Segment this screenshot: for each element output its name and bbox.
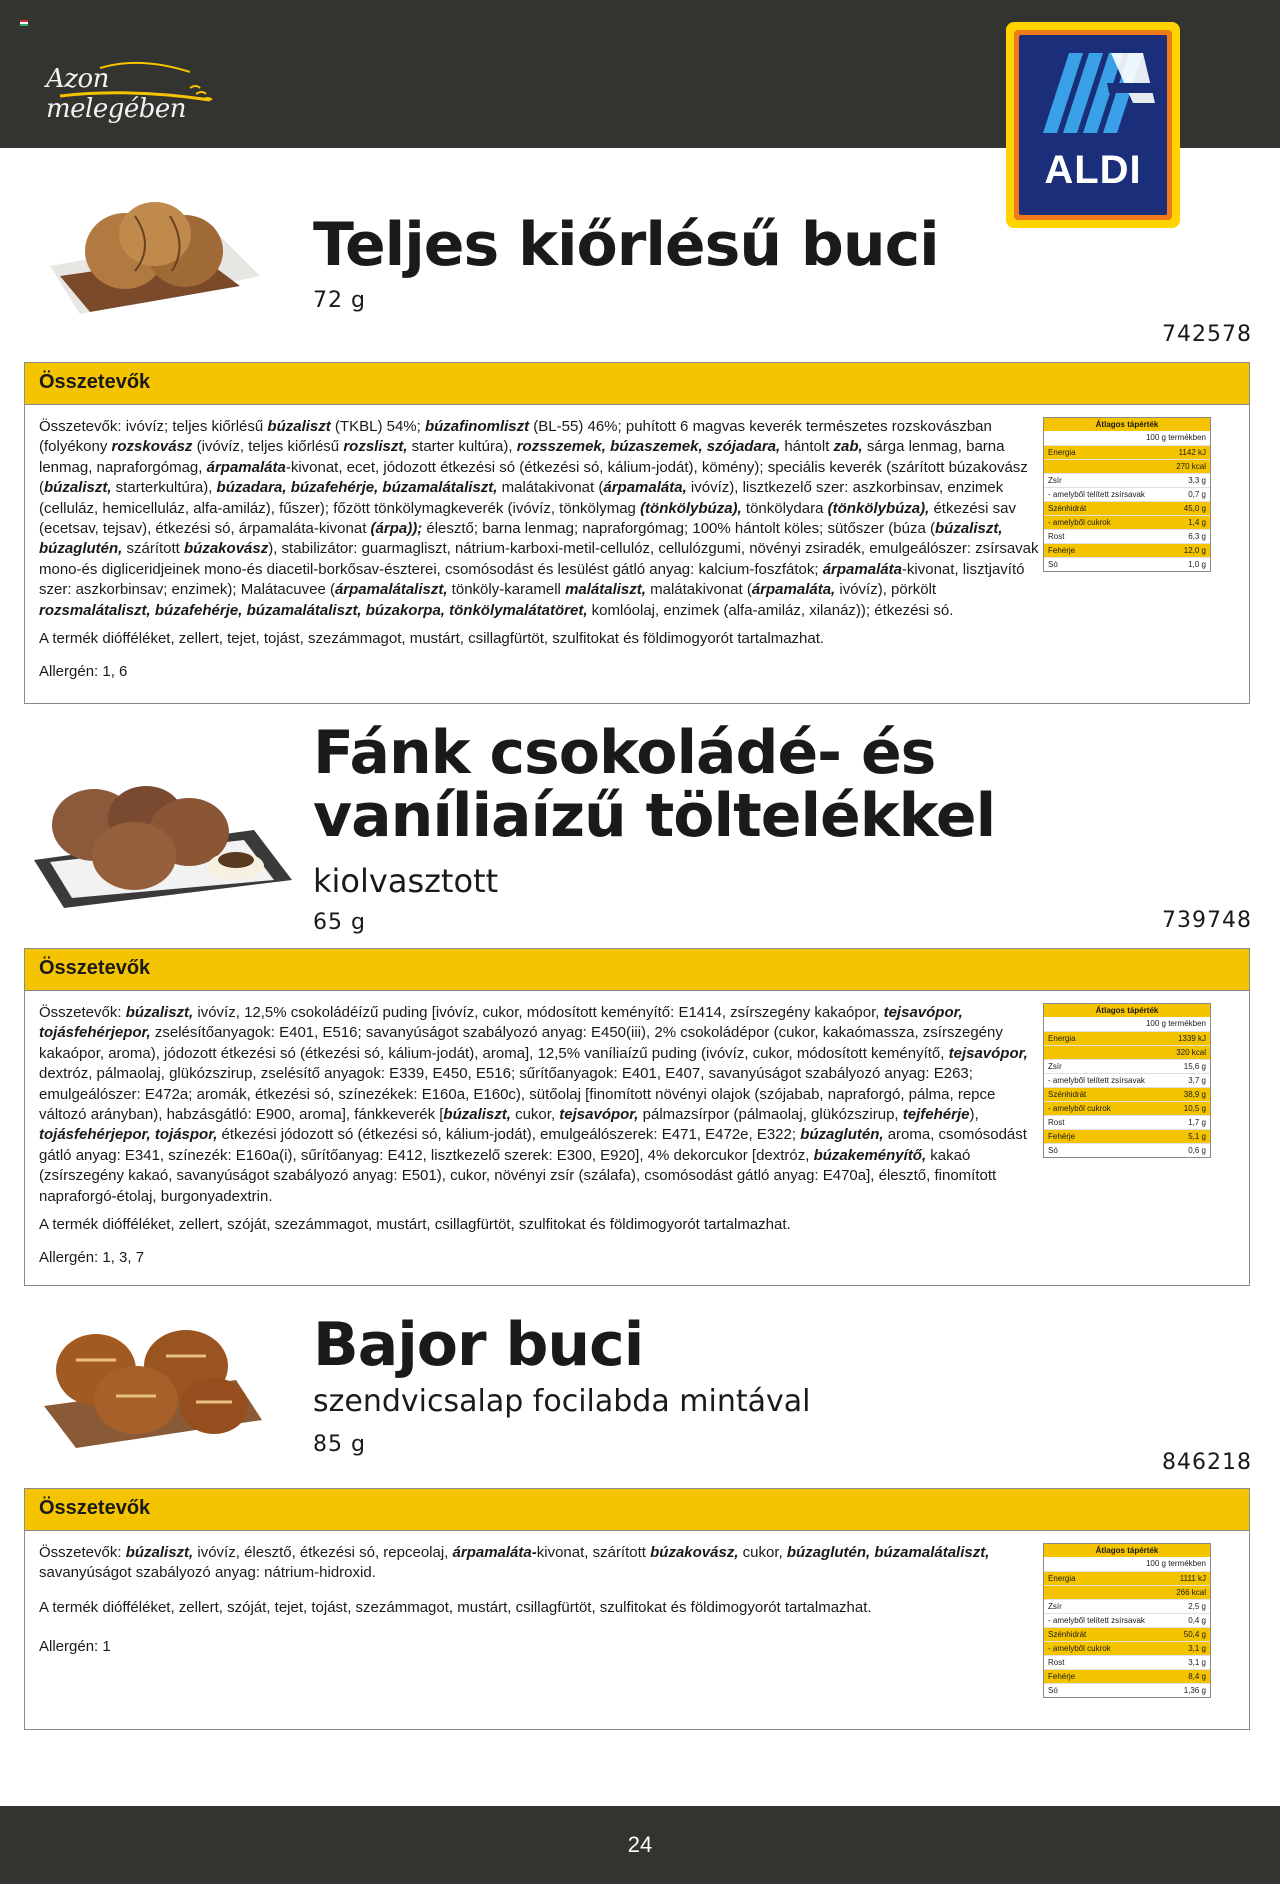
ingredients-box [24, 362, 1250, 704]
nutrition-value: 3,3 g [1188, 476, 1206, 485]
nutrition-row [1044, 543, 1210, 557]
nutrition-label: - amelyből cukrok [1048, 1104, 1111, 1113]
allergy-note: A termék diófféléket, zellert, tejet, tojást, szezámmagot, mustárt, csillagfürtöt, szulfitokat és földimogyorót tartalmazhat. [39, 630, 825, 648]
aldi-brand-text: ALDI [1044, 148, 1142, 192]
nutrition-label: - amelyből telített zsírsavak [1048, 490, 1145, 499]
page-number: 24 [627, 1832, 653, 1857]
allergen-info: Allergén: 1 [39, 1637, 111, 1655]
nutrition-table [1043, 1003, 1211, 1158]
nutrition-row [1044, 473, 1210, 487]
ingredients-text: Összetevők: ivóvíz; teljes kiőrlésű búzaliszt (TKBL) 54%; búzafinomliszt (BL-55) 46%; puhított 6 magvas keverék természetes rozskovászban (folyékony rozskovász (ivóvíz, teljes kiőrlésű rozsliszt, starter kultúra), rozsszemek, búzaszemek, szójadara, hántolt zab, sárga lenmag, barna lenmag, napraforgómag, árpamaláta-kivonat, ecet, jódozott étkezési só (étkezési só, kálium-jodát), kömény); speciális keverék (szárított búzakovász (búzaliszt, starterkultúra), búzadara, búzafehérje, búzamalátaliszt, malátakivonat (árpamaláta, ivóvíz), lisztkezelő szer: aszkorbinsav, enzimek (celluláz, hemicelluláz, alfa-amiláz), fűszer); főzött tönkölymagkeverék (ivóvíz, tönkölymag (tönkölybúza), tönkölydara (tönkölybúza), étkezési sav (ecetsav, tejsav), étkezési só, árpamaláta-kivonat (árpa)); élesztő; barna lenmag; napraforgómag; 100% hántolt köles; sütősz​er (búza (búzaliszt, búzaglutén, szárított búzakovász), stabilizátor: guarmagliszt, nátrium-karboxi-metil-cellulóz, cellulózgumi, növényi zsiradék, emulgeálószer: zsírsavak mono-és digliceridjeinek mono-és diacetil-borkősav-észterei, csomósodást és lesülést gátló anyag: kalcium-foszfátok; árpamaláta-kivonat, lisztjavító szer: aszkorbinsav; enzimek); Malátacuvee (árpamalátaliszt, tönköly-karamell malátaliszt, malátakivonat (árpamaláta, ivóvíz), pörkölt rozsmalátaliszt, búzafehérje, búzamalátaliszt, búzakorpa, tönkölymalátatöret, komlóolaj, enzimek (alfa-amiláz, xilanáz)); étkezési só. [39, 418, 1039, 619]
nutrition-value: 1,0 g [1188, 560, 1206, 569]
nutrition-row [1044, 1571, 1210, 1585]
product-code: 739748 [1162, 908, 1252, 933]
nutrition-value: 15,6 g [1183, 1062, 1206, 1071]
nutrition-header: Átlagos tápérték [1044, 418, 1210, 431]
aldi-stripes-icon [1023, 43, 1163, 153]
nutrition-label: Zsír [1048, 1602, 1062, 1611]
nutrition-label: Szénhidrát [1048, 1630, 1087, 1639]
nutrition-label: Fehérje [1048, 1672, 1076, 1681]
nutrition-row [1044, 445, 1210, 459]
allergen-info: Allergén: 1, 6 [39, 663, 128, 681]
nutrition-row [1044, 1683, 1210, 1697]
nutrition-label: Rost [1048, 1658, 1065, 1667]
nutrition-label: Rost [1048, 1118, 1065, 1127]
product-title: Fánk csokoládé- és vaníliaízű töltelékkel [313, 718, 996, 851]
nutrition-label: - amelyből telített zsírsavak [1048, 1076, 1145, 1085]
nutrition-label: Energia [1048, 1574, 1076, 1583]
nutrition-row [1044, 557, 1210, 571]
nutrition-value: 45,0 g [1183, 504, 1206, 513]
product-weight: 72 g [313, 288, 366, 313]
nutrition-row [1044, 1585, 1210, 1599]
product-image-donuts [24, 780, 294, 910]
allergy-note: A termék diófféléket, zellert, szóját, szezámmagot, mustárt, csillagfürtöt, szulfitokat és földimogyorót tartalmazhat. [39, 1216, 791, 1234]
nutrition-row [1044, 1059, 1210, 1073]
nutrition-row [1044, 1641, 1210, 1655]
nutrition-label: Szénhidrát [1048, 1090, 1087, 1099]
ingredients-box [24, 1488, 1250, 1730]
nutrition-label: Energia [1048, 1034, 1076, 1043]
product-code: 846218 [1162, 1450, 1252, 1475]
product-weight: 65 g [313, 910, 366, 935]
slogan-logo [40, 58, 230, 124]
product-image-bavarian-rolls [36, 1320, 266, 1450]
nutrition-row [1044, 1101, 1210, 1115]
footer-bar [0, 1806, 1280, 1884]
nutrition-header: Átlagos tápérték [1044, 1544, 1210, 1557]
ingredients-header: Összetevők [25, 363, 1249, 405]
nutrition-label: Só [1048, 1686, 1058, 1695]
nutrition-value: 38,9 g [1183, 1090, 1206, 1099]
nutrition-row [1044, 1129, 1210, 1143]
nutrition-row [1044, 1115, 1210, 1129]
nutrition-value: 0,6 g [1188, 1146, 1206, 1155]
nutrition-row [1044, 501, 1210, 515]
flag-icon [20, 20, 28, 26]
nutrition-value: 1,36 g [1183, 1686, 1206, 1695]
nutrition-label: Energia [1048, 448, 1076, 457]
nutrition-table [1043, 1543, 1211, 1698]
product-image-bread-rolls [40, 196, 262, 316]
nutrition-row [1044, 529, 1210, 543]
nutrition-value: 3,1 g [1188, 1658, 1206, 1667]
nutrition-value: 5,1 g [1188, 1132, 1206, 1141]
nutrition-row [1044, 459, 1210, 473]
nutrition-label: Fehérje [1048, 546, 1076, 555]
product-subtitle: szendvicsalap focilabda mintával [313, 1384, 811, 1419]
nutrition-per: 100 g termékben [1145, 1019, 1206, 1028]
nutrition-header: Átlagos tápérték [1044, 1004, 1210, 1017]
nutrition-label: Szénhidrát [1048, 504, 1087, 513]
nutrition-label: - amelyből cukrok [1048, 1644, 1111, 1653]
nutrition-value: 1142 kJ [1178, 448, 1206, 457]
nutrition-label: Só [1048, 560, 1058, 569]
nutrition-label: - amelyből cukrok [1048, 518, 1111, 527]
nutrition-row [1044, 1669, 1210, 1683]
nutrition-label: - amelyből telített zsírsavak [1048, 1616, 1145, 1625]
nutrition-label: Fehérje [1048, 1132, 1076, 1141]
product-title: Bajor buci [313, 1310, 644, 1380]
ingredients-box [24, 948, 1250, 1286]
product-subtitle: kiolvasztott [313, 862, 499, 900]
ingredients-text: Összetevők: búzaliszt, ivóvíz, élesztő, étkezési só, repceolaj, árpamaláta-kivonat, szárított búzakovász, cukor, búzaglutén, búzamalátaliszt, savanyúságot szabályozó anyag: nátrium-hidroxid. [39, 1544, 990, 1582]
nutrition-value: 1111 kJ [1179, 1574, 1206, 1583]
nutrition-row [1044, 1031, 1210, 1045]
nutrition-value: 12,0 g [1183, 546, 1206, 555]
nutrition-value: 270 kcal [1176, 462, 1206, 471]
allergy-note: A termék diófféléket, zellert, szóját, tejet, tojást, szezámmagot, mustárt, csillagfürtöt, szulfitokat és földimogyorót tartalmazhat. [39, 1598, 872, 1616]
nutrition-row [1044, 1627, 1210, 1641]
slogan-text: Azon melegében [46, 64, 187, 124]
nutrition-value: 8,4 g [1188, 1672, 1206, 1681]
nutrition-label: Zsír [1048, 476, 1062, 485]
ingredients-text: Összetevők: búzaliszt, ivóvíz, 12,5% csokoládéízű puding [ivóvíz, cukor, módosított keményítő: E1414, zsírszegény kakaópor, tejsavópor, tojásfehérjepor, zselésítőanyagok: E401, E516; savanyúságot szabályozó anyag: E450(iii), 2% csokoládépor (cukor, kakaómassza, zsírszegény kakaópor, aroma), jódozott étkezési só (étkezési só, kálium-jodát), aroma], 12,5% vaníliaízű puding (ivóvíz, cukor, módosított keményítő, tejsavópor, dextróz, pálmaolaj, glükózszirup, zselésítő anyagok: E339, E450, E516; sűrítőanyagok: E401, E407, savanyúságot szabályozó anyag: E263; emulgeálószer: E472a; aromák, étkezési só, színezékek: E160a, E160c), sütőolaj [finomított növényi olajok (szójabab, napraforgó, pálma, repce változó arányban), habzásgátló: E900, aroma], fánkkeverék [búzaliszt, cukor, tejsavópor, pálmazsírpor (pálmaolaj, glükózszirup, tejfehérje), tojásfehérjepor, tojáspor, étkezési jódozott só (étkezési só, kálium-jodát), emulgeálószerek: E471, E472e, E322; búzaglutén, aroma, csomósodást gátló anyag: E341, színezék: E160a(i), sűrítőanyag: E412, lisztkezelő szerek: E300, E920], 4% dekorcukor [dextróz, búzakeményítő, kakaó (zsírszegény kakaó, savanyúságot szabályozó anyag: E501), cukor, növényi zsír (szálafa), csomósodást gátló anyag: E470a], élesztő, finomított napraforgó-étolaj, burgonyadextrin. [39, 1004, 1028, 1205]
ingredients-header: Összetevők [25, 949, 1249, 991]
nutrition-row [1044, 1073, 1210, 1087]
nutrition-per: 100 g termékben [1145, 1559, 1206, 1568]
nutrition-row [1044, 1143, 1210, 1157]
product-code: 742578 [1162, 322, 1252, 347]
nutrition-label: Zsír [1048, 1062, 1062, 1071]
nutrition-value: 3,1 g [1188, 1644, 1206, 1653]
nutrition-value: 0,7 g [1188, 490, 1206, 499]
nutrition-value: 10,5 g [1183, 1104, 1206, 1113]
nutrition-value: 1,4 g [1188, 518, 1206, 527]
nutrition-value: 1,7 g [1188, 1118, 1206, 1127]
nutrition-row [1044, 1613, 1210, 1627]
nutrition-row [1044, 487, 1210, 501]
nutrition-row [1044, 515, 1210, 529]
nutrition-value: 266 kcal [1176, 1588, 1206, 1597]
nutrition-per: 100 g termékben [1145, 433, 1206, 442]
nutrition-label: Só [1048, 1146, 1058, 1155]
nutrition-row [1044, 1599, 1210, 1613]
allergen-info: Allergén: 1, 3, 7 [39, 1249, 145, 1267]
product-title: Teljes kiőrlésű buci [313, 210, 939, 280]
nutrition-value: 50,4 g [1183, 1630, 1206, 1639]
nutrition-value: 2,5 g [1188, 1602, 1206, 1611]
nutrition-row [1044, 1045, 1210, 1059]
nutrition-value: 0,4 g [1188, 1616, 1206, 1625]
nutrition-value: 6,3 g [1188, 532, 1206, 541]
nutrition-row [1044, 1087, 1210, 1101]
aldi-logo [1006, 22, 1180, 228]
nutrition-value: 3,7 g [1188, 1076, 1206, 1085]
ingredients-header: Összetevők [25, 1489, 1249, 1531]
nutrition-label: Rost [1048, 532, 1065, 541]
product-weight: 85 g [313, 1432, 366, 1457]
nutrition-table [1043, 417, 1211, 572]
nutrition-row [1044, 1655, 1210, 1669]
nutrition-value: 320 kcal [1176, 1048, 1206, 1057]
nutrition-value: 1339 kJ [1177, 1034, 1206, 1043]
